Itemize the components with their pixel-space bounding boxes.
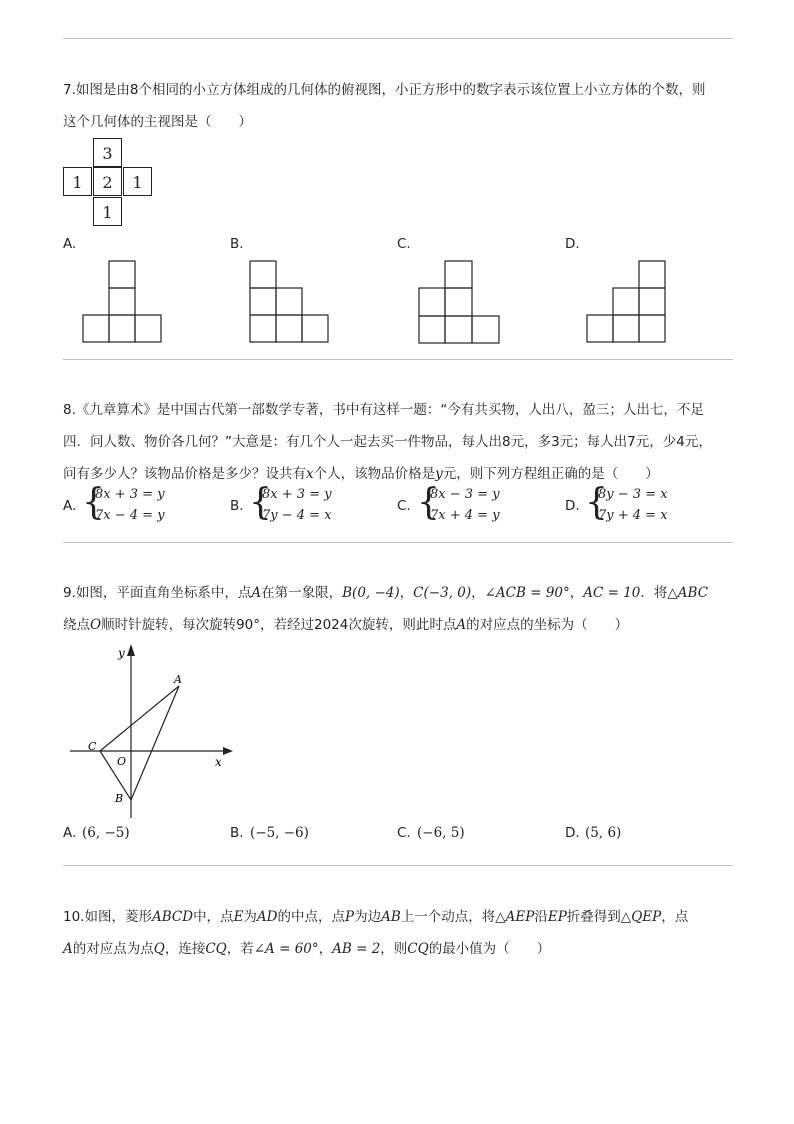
origin-label: O [117,755,127,768]
q9-option-b-value: (−5, −6) [250,825,309,841]
grid-cell-right: 1 [123,167,152,196]
brace-icon: { [417,482,440,523]
q10-line2 [63,933,738,965]
q10-text: 沿 [534,909,548,925]
equation-1: 8x − 3 = y [430,487,500,502]
point-b-coords: B(0, −4) [342,585,400,601]
brace-icon: { [249,482,272,523]
q7-option-c-figure[interactable] [416,258,504,346]
equation-1: 8y − 3 = x [598,487,668,502]
brace-icon: { [585,482,608,523]
segment-cq: CQ [407,941,429,957]
q8-option-b-label: B. [230,498,244,514]
equation-2: 7y − 4 = x [262,508,332,523]
q7-option-a-label[interactable]: A. [63,236,77,252]
point-o: O [90,617,102,633]
length-ac: AC = 10 [583,585,641,601]
q8-line3-c: 元，则下列方程组正确的是（ ） [442,466,659,482]
q10-text: ，连接 [164,941,206,957]
rhombus-abcd: ABCD [151,909,194,925]
x-axis-label: x [215,755,222,769]
divider-q9-q10 [63,865,733,866]
q9-option-a-label: A. [63,825,77,841]
q7-option-a-figure[interactable] [80,258,166,344]
equation-2: 7x + 4 = y [430,508,500,523]
point-p: P [345,909,355,925]
divider-top [63,38,733,39]
q9-option-c-value: (−6, 5) [417,825,465,841]
segment-ep: EP [547,909,567,925]
triangle-qep: QEP [631,909,662,925]
q10-text: ，若 [226,941,254,957]
q10-text: 10.如图，菱形 [63,909,152,925]
q7-line1: 7.如图是由8个相同的小立方体组成的几何体的俯视图，小正方形中的数字表示该位置上小立方体的个数，则 [63,82,706,98]
segment-ab: AB [381,909,401,925]
q9-option-a-value: (6, −5) [82,825,130,841]
q10-text: ， [318,941,333,957]
q8-line2: 四．问人数、物价各几何？”大意是：有几个人一起去买一件物品，每人出8元，多3元；每人出7元，少4元， [63,434,712,450]
question-10 [63,901,738,965]
q8-option-c-label: C. [397,498,411,514]
angle-a: ∠A = 60° [253,941,319,957]
q9-line2 [63,609,738,641]
q10-text: 的最小值为（ ） [428,941,551,957]
q8-line1: 8.《九章算术》是中国古代第一部数学专著，书中有这样一题：“今有共买物，人出八，盈三；人出七，不足 [63,402,704,418]
point-q: Q [153,941,165,957]
q8-option-d-label: D. [565,498,580,514]
point-e: E [233,909,244,925]
grid-cell-top: 3 [93,138,122,167]
q9-option-d-label: D. [565,825,580,841]
divider-q8-q9 [63,542,733,543]
var-y: y [435,466,443,482]
q10-text: 折叠得到△ [566,909,632,925]
grid-cell-left: 1 [63,167,92,196]
separator: ， [569,585,584,601]
q8-line3-b: 个人，该物品价格是 [313,466,436,482]
vertex-a-label: A [174,673,182,686]
q7-option-b-label[interactable]: B. [230,236,244,252]
vertex-c-label: C [88,740,97,753]
question-8 [63,394,738,490]
point-c-coords: C(−3, 0) [413,585,472,601]
y-axis-label: y [118,646,125,660]
equation-2: 7y + 4 = x [598,508,668,523]
q9-line1-c: ．将△ [640,585,678,601]
q9-line1 [63,577,738,609]
point-a: A [63,941,73,957]
q10-line1 [63,901,738,933]
q9-option-b-label: B. [230,825,244,841]
q10-text: 的对应点为点 [72,941,154,957]
q7-line2: 这个几何体的主视图是（ ） [63,114,252,130]
q8-line3 [63,458,738,490]
q8-option-a-label: A. [63,498,77,514]
segment-cq: CQ [205,941,227,957]
var-x: x [306,466,314,482]
point-a: A [456,617,467,633]
q10-text: 的中点，点 [277,909,345,925]
q9-option-d-value: (5, 6) [585,825,622,841]
q8-line3-a: 问有多少人？该物品价格是多少？设共有 [63,466,306,482]
q9-line2-c: 的对应点的坐标为（ ） [466,617,629,633]
divider-q7-q8 [63,359,733,360]
equation-1: 8x + 3 = y [262,487,332,502]
q10-text: ，则 [380,941,408,957]
triangle-abc: ABC [677,585,709,601]
question-7 [63,74,738,138]
q10-text: 上一个动点，将△ [400,909,506,925]
grid-cell-center: 2 [93,167,122,196]
brace-icon: { [82,482,105,523]
q10-text: 中，点 [193,909,234,925]
q7-option-b-figure[interactable] [247,258,333,344]
q7-option-d-label[interactable]: D. [565,236,580,252]
q7-option-d-figure[interactable] [584,258,670,344]
q7-option-c-label[interactable]: C. [397,236,411,252]
q9-coordinate-figure [63,640,243,820]
q10-text: 为 [243,909,257,925]
equation-2: 7x − 4 = y [95,508,165,523]
q9-line2-a: 绕点 [63,617,90,633]
length-ab: AB = 2 [332,941,381,957]
grid-cell-bottom: 1 [93,197,122,226]
vertex-b-label: B [115,792,124,805]
point-a: A [251,585,262,601]
q9-line1-a: 9.如图，平面直角坐标系中，点 [63,585,252,601]
separator: ， [471,585,485,601]
q9-line1-b: 在第一象限， [261,585,343,601]
question-9 [63,577,738,641]
angle-acb: ∠ACB = 90° [484,585,570,601]
q9-option-c-label: C. [397,825,411,841]
equation-1: 8x + 3 = y [95,487,165,502]
segment-ad: AD [256,909,278,925]
separator: ， [399,585,414,601]
q9-line2-b: 顺时针旋转，每次旋转90°，若经过2024次旋转，则此时点 [101,617,457,633]
triangle-aep: AEP [505,909,535,925]
q10-text: 为边 [354,909,382,925]
q10-text: ，点 [661,909,689,925]
